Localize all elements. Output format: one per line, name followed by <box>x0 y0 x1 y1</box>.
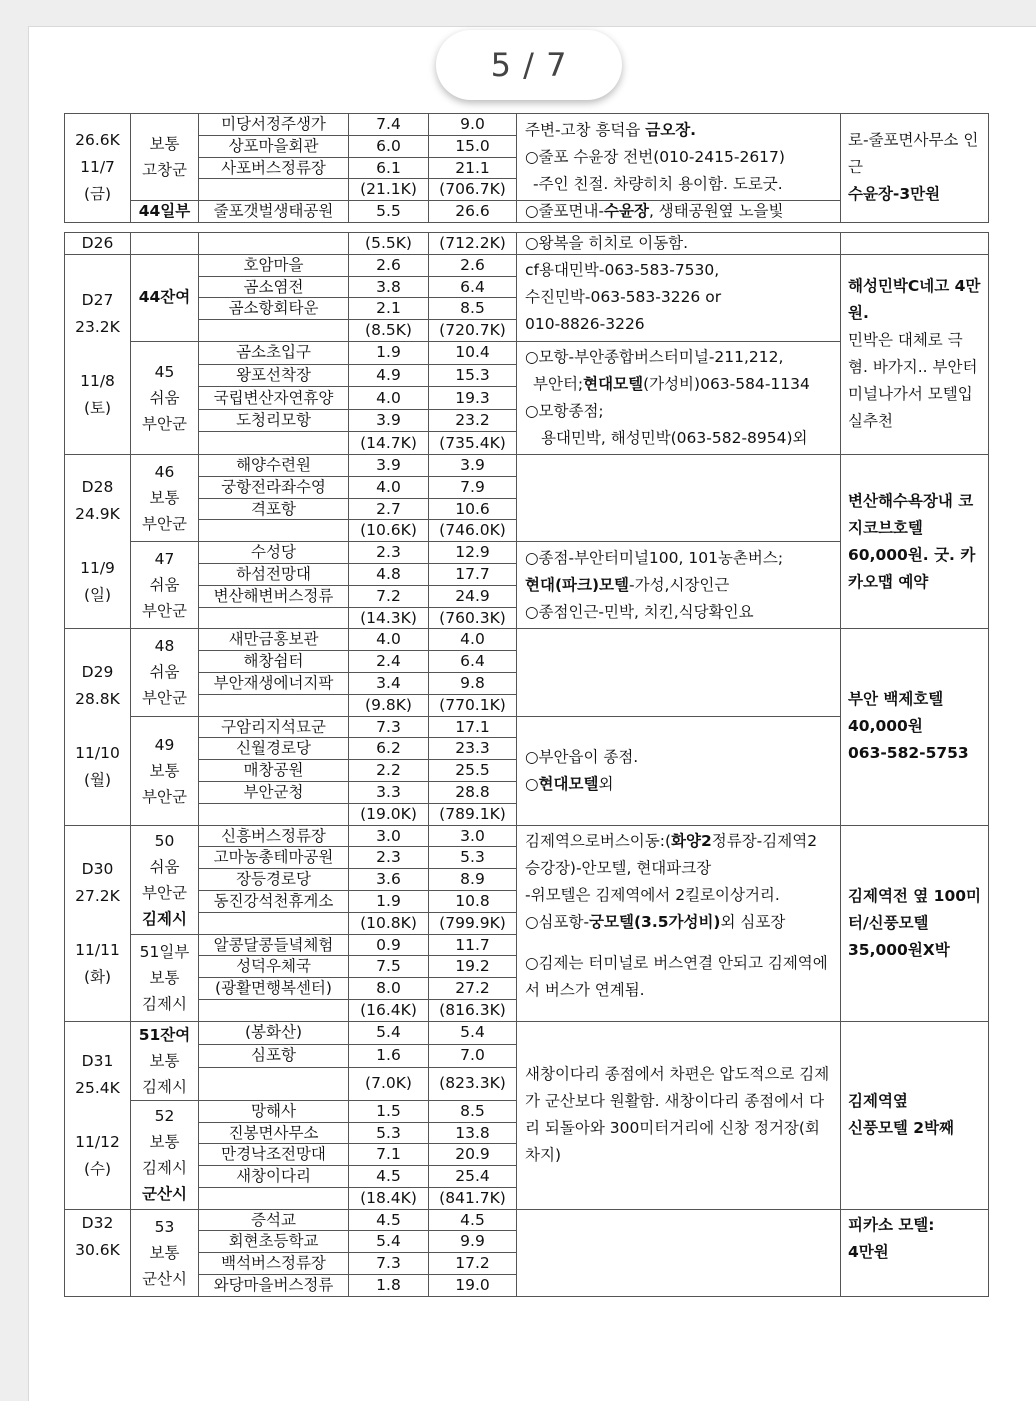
distance-cell: 3.3 <box>349 781 429 803</box>
cumulative-cell: 4.0 <box>429 629 517 651</box>
cumulative-subtotal: (816.3K) <box>429 999 517 1021</box>
cumulative-cell: 25.4 <box>429 1166 517 1188</box>
place-cell: 줄포갯벌생태공원 <box>199 201 349 223</box>
cumulative-cell: 21.1 <box>429 157 517 179</box>
place-cell: 해양수련원 <box>199 454 349 476</box>
distance-cell: 2.3 <box>349 542 429 564</box>
cumulative-cell: 28.8 <box>429 781 517 803</box>
distance-cell: 2.6 <box>349 254 429 276</box>
distance-cell: 1.9 <box>349 890 429 912</box>
cumulative-cell: 23.2 <box>429 409 517 432</box>
segment-cell: 52 보통 김제시 군산시 <box>131 1100 199 1209</box>
place-cell <box>199 803 349 825</box>
cumulative-cell: 19.2 <box>429 956 517 978</box>
place-cell: 만경낙조전망대 <box>199 1144 349 1166</box>
place-cell: 진봉면사무소 <box>199 1122 349 1144</box>
cumulative-cell: 6.4 <box>429 276 517 298</box>
distance-cell: 6.1 <box>349 157 429 179</box>
day-cell: D30 27.2K 11/11 (화) <box>65 825 131 1021</box>
distance-subtotal: (10.6K) <box>349 520 429 542</box>
distance-cell: 2.1 <box>349 298 429 320</box>
cumulative-cell: 19.3 <box>429 387 517 410</box>
distance-subtotal: (18.4K) <box>349 1187 429 1209</box>
distance-cell: 7.2 <box>349 585 429 607</box>
lodging-cell: 김제역전 옆 100미터/신풍모텔 35,000원X박 <box>841 825 989 1021</box>
place-cell: 도청리모항 <box>199 409 349 432</box>
note-cell: ○왕복을 히치로 이동함. <box>517 233 841 255</box>
lodging-cell: 로-줄포면사무소 인근 수윤장-3만원 <box>841 114 989 223</box>
cumulative-cell: 17.2 <box>429 1253 517 1275</box>
cumulative-subtotal: (770.1K) <box>429 694 517 716</box>
distance-cell: 3.0 <box>349 825 429 847</box>
cumulative-cell: 8.5 <box>429 1100 517 1122</box>
place-cell <box>199 999 349 1021</box>
place-cell: (광활면행복센터) <box>199 978 349 1000</box>
distance-cell: 2.3 <box>349 847 429 869</box>
place-cell: 부안재생에너지팍 <box>199 672 349 694</box>
cumulative-cell: 17.1 <box>429 716 517 738</box>
cumulative-cell: 3.0 <box>429 825 517 847</box>
distance-cell: 3.6 <box>349 869 429 891</box>
place-cell <box>199 912 349 934</box>
segment-cell: 47 쉬움 부안군 <box>131 542 199 629</box>
distance-cell: 4.9 <box>349 364 429 387</box>
distance-cell: 2.7 <box>349 498 429 520</box>
segment-cell: 49 보통 부안군 <box>131 716 199 825</box>
place-cell: 고마농총테마공원 <box>199 847 349 869</box>
place-cell: (봉화산) <box>199 1021 349 1044</box>
note-cell <box>517 629 841 716</box>
cumulative-cell: 7.0 <box>429 1044 517 1067</box>
distance-subtotal: (16.4K) <box>349 999 429 1021</box>
place-cell: 곰소항회타운 <box>199 298 349 320</box>
cumulative-subtotal: (799.9K) <box>429 912 517 934</box>
note-cell: 주변-고창 흥덕읍 금오장. ○줄포 수윤장 전번(010-2415-2617) -주인 친절. 차량히치 용이함. 도로굿. <box>517 114 841 201</box>
day-cell: D31 25.4K 11/12 (수) <box>65 1021 131 1209</box>
place-cell: 호암마을 <box>199 254 349 276</box>
segment-cell: 51일부 보통 김제시 <box>131 934 199 1021</box>
cumulative-subtotal: (746.0K) <box>429 520 517 542</box>
distance-subtotal: (21.1K) <box>349 179 429 201</box>
distance-subtotal: (9.8K) <box>349 694 429 716</box>
cumulative-subtotal: (823.3K) <box>429 1067 517 1100</box>
segment-cell: 44잔여 <box>131 254 199 341</box>
place-cell: 미당서정주생가 <box>199 114 349 136</box>
cumulative-subtotal: (712.2K) <box>429 233 517 255</box>
segment-cell: 45 쉬움 부안군 <box>131 341 199 454</box>
distance-cell: 2.2 <box>349 760 429 782</box>
cumulative-cell: 4.5 <box>429 1209 517 1231</box>
cumulative-cell: 12.9 <box>429 542 517 564</box>
distance-cell: 3.9 <box>349 454 429 476</box>
cumulative-cell: 24.9 <box>429 585 517 607</box>
segment-cell: 53 보통 군산시 <box>131 1209 199 1296</box>
distance-subtotal: (8.5K) <box>349 320 429 342</box>
place-cell <box>199 1187 349 1209</box>
distance-cell: 3.8 <box>349 276 429 298</box>
distance-subtotal: (19.0K) <box>349 803 429 825</box>
place-cell: 격포항 <box>199 498 349 520</box>
cumulative-subtotal: (720.7K) <box>429 320 517 342</box>
cumulative-cell: 10.6 <box>429 498 517 520</box>
distance-cell: 4.0 <box>349 387 429 410</box>
distance-cell: 4.5 <box>349 1166 429 1188</box>
distance-cell: 2.4 <box>349 651 429 673</box>
lodging-cell: 해성민박C네고 4만원. 민박은 대체로 극혐. 바가지.. 부안터미널나가서 모텔입실추천 <box>841 254 989 454</box>
place-cell <box>199 694 349 716</box>
distance-cell: 7.3 <box>349 1253 429 1275</box>
distance-cell: 4.0 <box>349 476 429 498</box>
note-cell: ○종점-부안터미널100, 101농촌버스; 현대(파크)모텔-가성,시장인근 ○종점인근-민박, 치킨,식당확인요 <box>517 542 841 629</box>
distance-cell: 3.9 <box>349 409 429 432</box>
distance-cell: 5.5 <box>349 201 429 223</box>
lodging-cell: 피카소 모텔: 4만원 <box>841 1209 989 1296</box>
distance-cell: 7.3 <box>349 716 429 738</box>
place-cell: 상포마을회관 <box>199 135 349 157</box>
distance-subtotal: (5.5K) <box>349 233 429 255</box>
place-cell <box>199 520 349 542</box>
place-cell: 성덕우체국 <box>199 956 349 978</box>
place-cell: 알콩달콩들녘체험 <box>199 934 349 956</box>
place-cell: 신흥버스정류장 <box>199 825 349 847</box>
cumulative-cell: 9.8 <box>429 672 517 694</box>
place-cell: 망해사 <box>199 1100 349 1122</box>
place-cell: 곰소초입구 <box>199 341 349 364</box>
distance-cell: 1.8 <box>349 1275 429 1297</box>
place-cell: 수성당 <box>199 542 349 564</box>
note-cell: 김제역으로버스이동:(화양2정류장-김제역2승강장)-안모텔, 현대파크장 -위모텔은 김제역에서 2킬로이상거리. ○심포항-궁모텔(3.5가성비)외 심포장 ○김제는 터미널로 버스연결 안되고 김제역에서 버스가 연계됨. <box>517 825 841 1021</box>
cumulative-cell: 15.3 <box>429 364 517 387</box>
place-cell <box>199 320 349 342</box>
lodging-cell: 부안 백제호텔 40,000원 063-582-5753 <box>841 629 989 825</box>
day-cell: 26.6K 11/7 (금) <box>65 114 131 223</box>
place-cell: 부안군청 <box>199 781 349 803</box>
place-cell: 사포버스정류장 <box>199 157 349 179</box>
place-cell: 매창공원 <box>199 760 349 782</box>
cumulative-cell: 13.8 <box>429 1122 517 1144</box>
note-cell: ○부안읍이 종점. ○현대모텔외 <box>517 716 841 825</box>
distance-cell: 1.9 <box>349 341 429 364</box>
note-cell <box>517 454 841 541</box>
distance-cell: 5.4 <box>349 1231 429 1253</box>
cumulative-cell: 9.0 <box>429 114 517 136</box>
distance-cell: 4.0 <box>349 629 429 651</box>
distance-subtotal: (14.3K) <box>349 607 429 629</box>
segment-cell: 48 쉬움 부안군 <box>131 629 199 716</box>
distance-cell: 4.8 <box>349 563 429 585</box>
place-cell: 신월경로당 <box>199 738 349 760</box>
place-cell: 새만금홍보관 <box>199 629 349 651</box>
place-cell <box>199 432 349 455</box>
day-cell: D27 23.2K 11/8 (토) <box>65 254 131 454</box>
place-cell: 변산해변버스정류 <box>199 585 349 607</box>
segment-cell: 보통 고창군 <box>131 114 199 201</box>
note-cell: cf용대민박-063-583-7530, 수진민박-063-583-3226 or 010-8826-3226 <box>517 254 841 341</box>
cumulative-cell: 5.3 <box>429 847 517 869</box>
distance-cell: 0.9 <box>349 934 429 956</box>
cumulative-cell: 8.9 <box>429 869 517 891</box>
place-cell <box>199 179 349 201</box>
distance-cell: 5.4 <box>349 1021 429 1044</box>
place-cell: 심포항 <box>199 1044 349 1067</box>
distance-cell: 1.6 <box>349 1044 429 1067</box>
distance-subtotal: (7.0K) <box>349 1067 429 1100</box>
distance-cell: 8.0 <box>349 978 429 1000</box>
place-cell: 궁항전라좌수영 <box>199 476 349 498</box>
day-cell: D26 <box>65 233 131 255</box>
place-cell: 백석버스정류장 <box>199 1253 349 1275</box>
day-cell: D32 30.6K <box>65 1209 131 1296</box>
cumulative-cell: 15.0 <box>429 135 517 157</box>
cumulative-subtotal: (841.7K) <box>429 1187 517 1209</box>
segment-cell: 44일부 <box>131 201 199 223</box>
segment-cell: 46 보통 부안군 <box>131 454 199 541</box>
distance-cell: 1.5 <box>349 1100 429 1122</box>
place-cell: 왕포선착장 <box>199 364 349 387</box>
distance-subtotal: (10.8K) <box>349 912 429 934</box>
note-cell <box>517 1209 841 1296</box>
day-cell: D28 24.9K 11/9 (일) <box>65 454 131 628</box>
lodging-cell <box>841 233 989 255</box>
cumulative-cell: 5.4 <box>429 1021 517 1044</box>
cumulative-cell: 8.5 <box>429 298 517 320</box>
place-cell: 회현초등학교 <box>199 1231 349 1253</box>
place-cell: 국립변산자연휴양 <box>199 387 349 410</box>
distance-cell: 6.2 <box>349 738 429 760</box>
place-cell: 해창쉼터 <box>199 651 349 673</box>
cumulative-cell: 6.4 <box>429 651 517 673</box>
cumulative-cell: 10.8 <box>429 890 517 912</box>
place-cell <box>199 233 349 255</box>
cumulative-cell: 2.6 <box>429 254 517 276</box>
itinerary-table-main <box>64 232 989 1297</box>
cumulative-cell: 20.9 <box>429 1144 517 1166</box>
cumulative-cell: 25.5 <box>429 760 517 782</box>
place-cell <box>199 607 349 629</box>
note-cell: ○모항-부안종합버스터미널-211,212, 부안터;현대모텔(가성비)063-584-1134 ○모항종점; 용대민박, 해성민박(063-582-8954)외 <box>517 341 841 454</box>
place-cell: 새창이다리 <box>199 1166 349 1188</box>
cumulative-cell: 7.9 <box>429 476 517 498</box>
cumulative-subtotal: (706.7K) <box>429 179 517 201</box>
distance-cell: 4.5 <box>349 1209 429 1231</box>
segment-cell <box>131 233 199 255</box>
cumulative-cell: 17.7 <box>429 563 517 585</box>
note-cell: ○줄포면내-수윤장, 생태공원옆 노을빛 <box>517 201 841 223</box>
segment-cell: 50 쉬움 부안군 김제시 <box>131 825 199 934</box>
itinerary-table-top <box>64 113 989 223</box>
segment-cell: 51잔여 보통 김제시 <box>131 1021 199 1100</box>
distance-cell: 6.0 <box>349 135 429 157</box>
page-indicator: 5 / 7 <box>436 30 622 100</box>
distance-cell: 7.4 <box>349 114 429 136</box>
cumulative-cell: 27.2 <box>429 978 517 1000</box>
place-cell: 와당마을버스정류 <box>199 1275 349 1297</box>
distance-cell: 5.3 <box>349 1122 429 1144</box>
cumulative-cell: 26.6 <box>429 201 517 223</box>
place-cell <box>199 1067 349 1100</box>
note-cell: 새창이다리 종점에서 차편은 압도적으로 김제가 군산보다 원활함. 새창이다리 종점에서 다리 되돌아와 300미터거리에 신창 정거장(회차지) <box>517 1021 841 1209</box>
cumulative-subtotal: (789.1K) <box>429 803 517 825</box>
cumulative-cell: 10.4 <box>429 341 517 364</box>
cumulative-cell: 11.7 <box>429 934 517 956</box>
cumulative-subtotal: (760.3K) <box>429 607 517 629</box>
distance-cell: 7.5 <box>349 956 429 978</box>
place-cell: 장등경로당 <box>199 869 349 891</box>
cumulative-cell: 19.0 <box>429 1275 517 1297</box>
place-cell: 곰소염전 <box>199 276 349 298</box>
cumulative-subtotal: (735.4K) <box>429 432 517 455</box>
place-cell: 하섬전망대 <box>199 563 349 585</box>
place-cell: 동진강석천휴게소 <box>199 890 349 912</box>
place-cell: 증석교 <box>199 1209 349 1231</box>
distance-cell: 3.4 <box>349 672 429 694</box>
distance-cell: 7.1 <box>349 1144 429 1166</box>
place-cell: 구암리지석묘군 <box>199 716 349 738</box>
lodging-cell: 김제역옆 신풍모텔 2박째 <box>841 1021 989 1209</box>
lodging-cell: 변산해수욕장내 코지코브호텔 60,000원. 굿. 카카오맵 예약 <box>841 454 989 628</box>
cumulative-cell: 9.9 <box>429 1231 517 1253</box>
cumulative-cell: 23.3 <box>429 738 517 760</box>
cumulative-cell: 3.9 <box>429 454 517 476</box>
distance-subtotal: (14.7K) <box>349 432 429 455</box>
day-cell: D29 28.8K 11/10 (월) <box>65 629 131 825</box>
